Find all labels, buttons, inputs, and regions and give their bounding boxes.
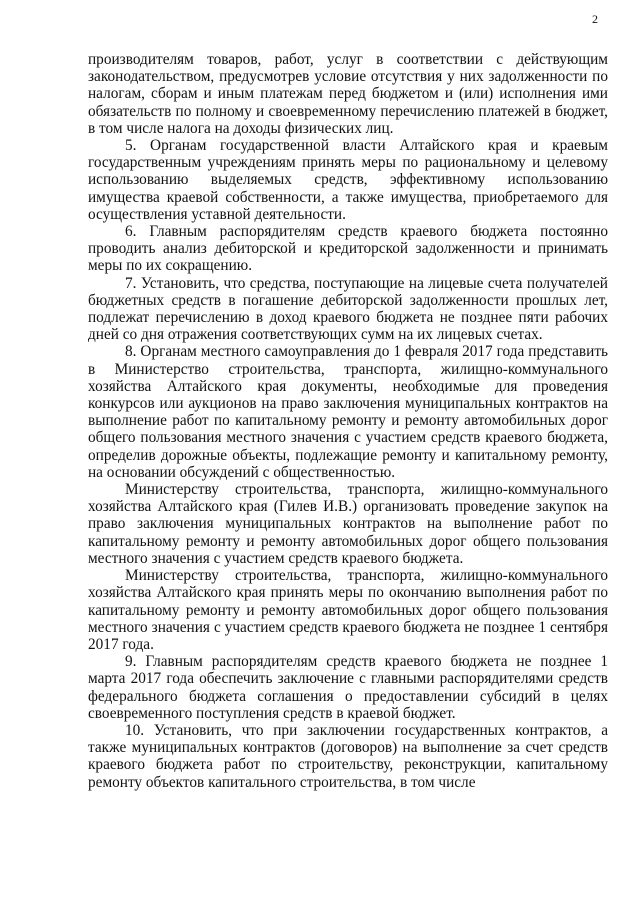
paragraph-item-6: 6. Главным распорядителям средств краевого бюджета постоянно проводить анализ дебиторской и кредиторской задолженности и принимать меры по их сокращению. [88, 223, 608, 275]
paragraph-item-9: 9. Главным распорядителям средств краевого бюджета не позднее 1 марта 2017 года обеспечить заключение с главными распорядителями средств федерального бюджета соглашения о предоставлении субсидий в целях своевременного поступления средств в краевой бюджет. [88, 653, 608, 722]
page-number: 2 [592, 12, 598, 26]
paragraph-item-8-ministry-procurement: Министерству строительства, транспорта, жилищно-коммунального хозяйства Алтайского края (Гилев И.В.) организовать проведение закупок на право заключения муниципальных контрактов на выполнение работ по капитальному ремонту и ремонту автомобильных дорог общего пользования местного значения с участием средств краевого бюджета. [88, 481, 608, 567]
paragraph-continuation: производителям товаров, работ, услуг в соответствии с действующим законодательством, предусмотрев условие отсутствия у них задолженности по налогам, сборам и иным платежам перед бюджетом и (или) исполнения ими обязательств по полному и своевременному перечислению платежей в бюджет, в том числе налога на доходы физических лиц. [88, 51, 608, 137]
paragraph-item-10: 10. Установить, что при заключении государственных контрактов, а также муниципальных контрактов (договоров) на выполнение за счет средств краевого бюджета работ по строительству, реконструкции, капитальному ремонту объектов капитального строительства, в том числе [88, 721, 608, 791]
paragraph-item-5: 5. Органам государственной власти Алтайского края и краевым государственным учреждениям принять меры по рациональному и целевому использованию выделяемых средств, эффективному использованию имущества краевой собственности, а также имущества, приобретаемого для осуществления уставной деятельности. [88, 137, 608, 223]
paragraph-item-8: 8. Органам местного самоуправления до 1 февраля 2017 года представить в Министерство строительства, транспорта, жилищно-коммунального хозяйства Алтайского края документы, необходимые для проведения конкурсов или аукционов на право заключения муниципальных контрактов на выполнение работ по капитальному ремонту и ремонту автомобильных дорог общего пользования местного значения с участием средств краевого бюджета, определив дорожные объекты, подлежащие ремонту и капитальному ремонту, на основании обсуждений с общественностью. [88, 343, 608, 481]
paragraph-item-8-ministry-completion: Министерству строительства, транспорта, жилищно-коммунального хозяйства Алтайского края принять меры по окончанию выполнения работ по капитальному ремонту и ремонту автомобильных дорог общего пользования местного значения с участием средств краевого бюджета не позднее 1 сентября 2017 года. [88, 567, 608, 653]
paragraph-item-7: 7. Установить, что средства, поступающие на лицевые счета получателей бюджетных средств в погашение дебиторской задолженности прошлых лет, подлежат перечислению в доход краевого бюджета не позднее пяти рабочих дней со дня отражения соответствующих сумм на их лицевых счетах. [88, 274, 608, 344]
document-body [88, 51, 608, 791]
